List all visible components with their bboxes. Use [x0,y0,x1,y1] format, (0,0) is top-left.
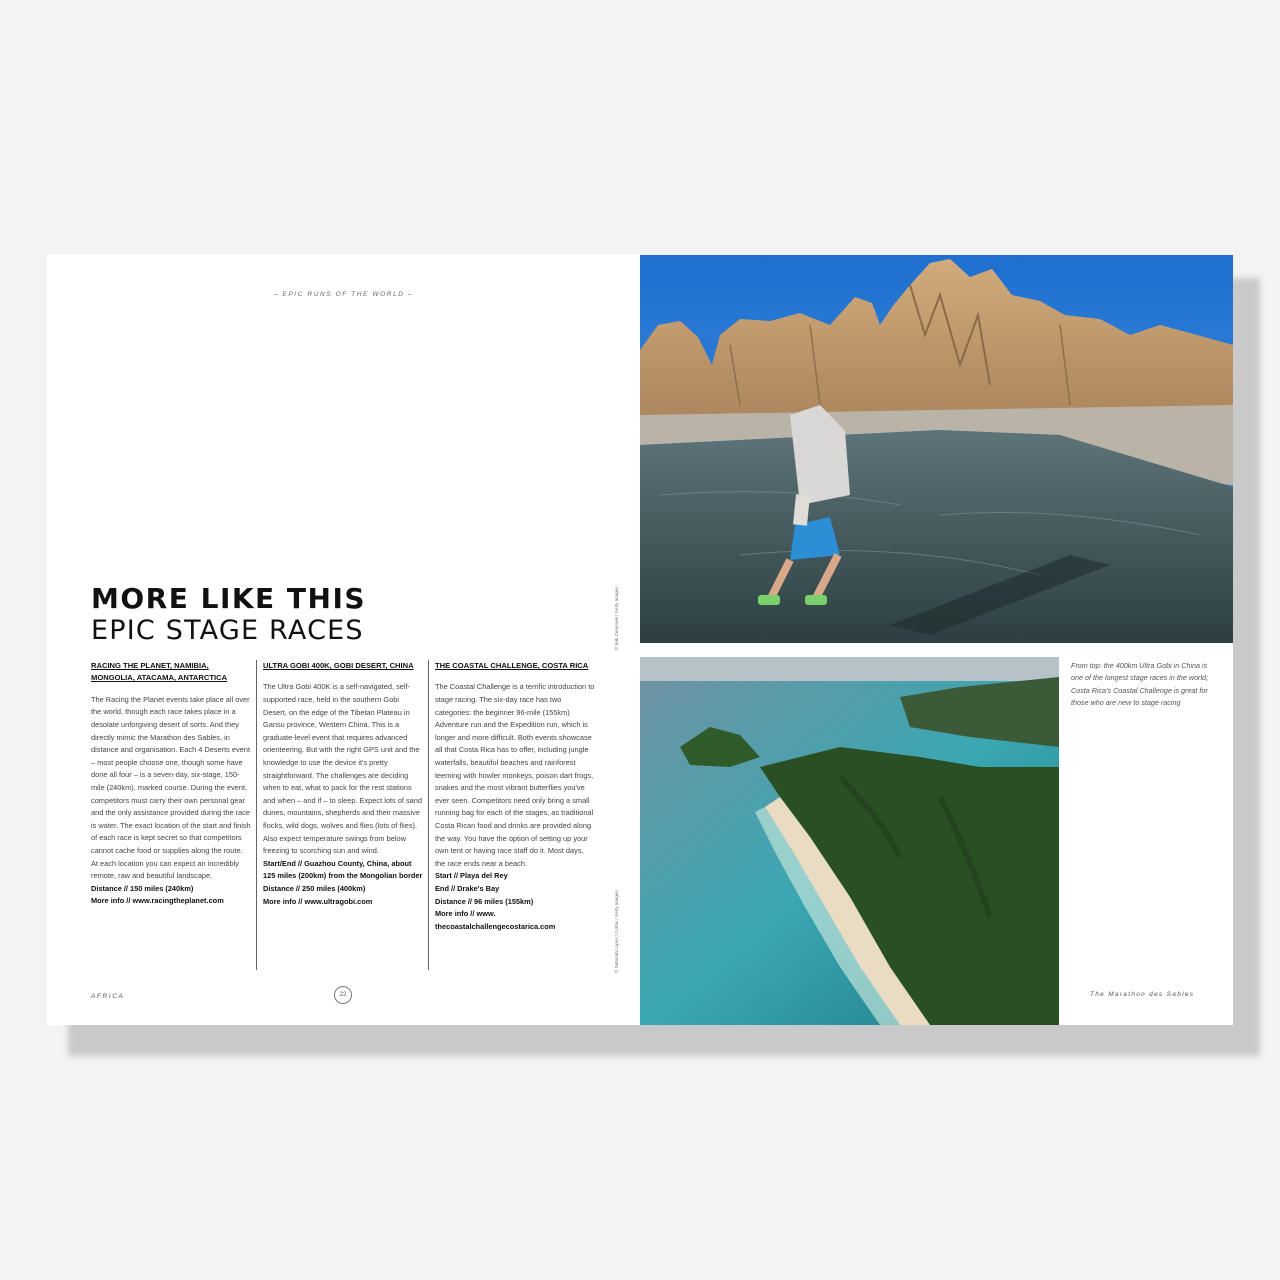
column-title: THE COASTAL CHALLENGE, COSTA RICA [435,661,589,670]
column-divider [256,660,257,970]
column-facts [435,870,595,933]
photo-credit-bottom: © Deborah Lopez / Corbis / Getty Images [614,890,619,973]
fact-line: Start/End // Guazhou County, China, about 125 miles (200km) from the Mongolian border [263,858,423,881]
book-title-footer: The Marathon des Sables [1090,991,1195,998]
column-body: The Racing the Planet events take place all over the world, though each race takes place in a desolate unforgiving desert of sorts. And they directly mimic the Marathon des Sables, in distance and organisation. Each 4 Deserts event – most people choose one, though some have done all four – is a seven-day, six-stage, 150-mile (240km), marked course. During the event, competitors must carry their own personal gear and the only assistance provided during the race is water. The exact location of the start and finish of each race is kept secret so that competitors cannot cache food or supplies along the route. At each location you can expect an incredibly remote, raw and beautiful landscape. [91,694,251,881]
running-head: – EPIC RUNS OF THE WORLD – [273,291,414,298]
photo-caption: From top: the 400km Ultra Gobi in China is one of the longest stage races in the world; Costa Rica's Coastal Challenge is great for those who are new to stage racing [1071,661,1209,708]
fact-line: More info // www.ultragobi.com [263,896,373,906]
column-facts [91,883,251,908]
article-column-coastal-challenge [435,660,595,933]
costa-rica-coast-illustration [640,657,1059,1025]
article-column-racing-the-planet [91,660,251,908]
page-number: 22 [334,986,352,1004]
photo-credit-top: © Erik Cernosek / Getty Images [614,586,619,650]
article-column-ultra-gobi [263,660,423,908]
magazine-spread [47,255,1233,1025]
gobi-runner-illustration [640,255,1233,643]
section-label: AFRICA [91,993,125,1000]
column-facts [263,858,423,908]
fact-line: More info // www. [435,909,496,919]
column-body: The Ultra Gobi 400K is a self-navigated, self-supported race, held in the southern Gobi Desert, on the edge of the Tibetan Plateau in Gansu province, Western China. This is a graduate-level event that requires advanced orienteering. But with the right GPS unit and the knowledge to use the device it's pretty straightforward. The challenges are deciding when to eat, what to pack for the rest stations and when – and if – to sleep. Expect lots of sand dunes, mountains, shepherds and their massive flocks, wild dogs, wolves and flies (lots of flies). Also expect temperature swings from below freezing to scorching sun and wind. [263,682,423,856]
photo-gobi-runner [640,255,1233,643]
heading-sub: EPIC STAGE RACES [91,615,364,646]
left-page [47,255,640,1025]
fact-line: More info // www.racingtheplanet.com [91,896,224,906]
fact-line: Distance // 250 miles (400km) [263,883,366,893]
heading-main: MORE LIKE THIS [91,582,367,615]
column-body: The Coastal Challenge is a terrific introduction to stage racing. The six-day race has two categories: the beginner 96-mile (155km) Adventure run and the Expedition run, which is longer and more difficult. Both events showcase all that Costa Rica has to offer, including jungle waterfalls, beautiful beaches and rainforest teeming with howler monkeys, poison dart frogs, snakes and the most vibrant butterflies you've ever seen. Competitors need only bring a small running bag for each of the stages, as traditional Costa Rican food and drinks are provided along the way. You have the option of setting up your own tent or having race staff do it. Most days, the race ends near a beach. [435,682,595,868]
fact-line: Start // Playa del Rey [435,871,508,881]
fact-line: Distance // 150 miles (240km) [91,883,194,893]
column-divider [428,660,429,970]
column-title: RACING THE PLANET, NAMIBIA, MONGOLIA, ATACAMA, ANTARCTICA [91,661,228,683]
fact-line: Distance // 96 miles (155km) [435,896,534,906]
photo-costa-rica-coast [640,657,1059,1025]
fact-line: End // Drake's Bay [435,883,500,893]
fact-line: thecoastalchallengecostarica.com [435,921,556,931]
column-title: ULTRA GOBI 400K, GOBI DESERT, CHINA [263,661,414,670]
